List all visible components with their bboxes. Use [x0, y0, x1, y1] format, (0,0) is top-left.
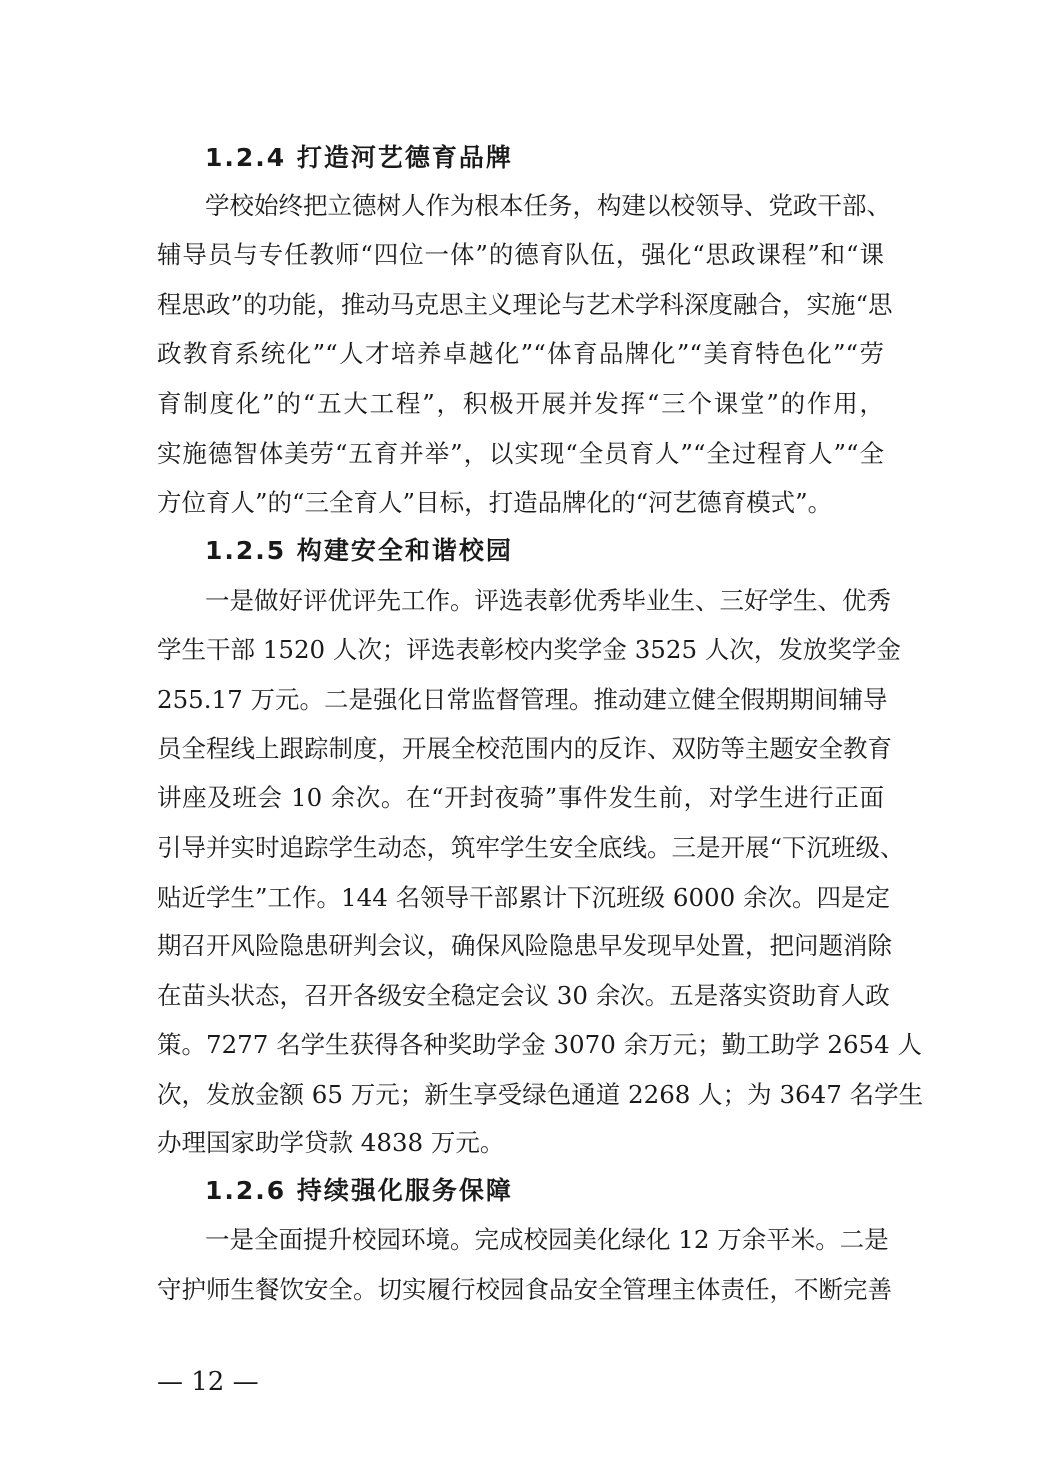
paragraph-line: 学生干部 1520 人次；评选表彰校内奖学金 3525 人次，发放奖学金 [157, 635, 901, 664]
section-heading-1-2-6: 1.2.6 持续强化服务保障 [205, 1176, 513, 1205]
paragraph-line: 育制度化”的“五大工程”，积极开展并发挥“三个课堂”的作用， [157, 389, 884, 418]
paragraph-line: 期召开风险隐患研判会议，确保风险隐患早发现早处置，把问题消除 [157, 931, 892, 960]
section-heading-1-2-4: 1.2.4 打造河艺德育品牌 [205, 143, 513, 172]
paragraph-line: 一是全面提升校园环境。完成校园美化绿化 12 万余平米。二是 [205, 1225, 889, 1254]
paragraph-line: 办理国家助学贷款 4838 万元。 [157, 1128, 505, 1157]
page-number: — 12 — [157, 1367, 259, 1397]
paragraph-line: 程思政”的功能，推动马克思主义理论与艺术学科深度融合，实施“思 [157, 290, 893, 319]
paragraph-line: 员全程线上跟踪制度，开展全校范围内的反诈、双防等主题安全教育 [157, 734, 892, 763]
paragraph-line: 守护师生餐饮安全。切实履行校园食品安全管理主体责任，不断完善 [157, 1275, 892, 1304]
paragraph-line: 策。7277 名学生获得各种奖助学金 3070 余万元；勤工助学 2654 人 [157, 1030, 922, 1059]
paragraph-line: 引导并实时追踪学生动态，筑牢学生安全底线。三是开展“下沉班级、 [157, 833, 905, 862]
paragraph-line: 贴近学生”工作。144 名领导干部累计下沉班级 6000 余次。四是定 [157, 883, 890, 912]
paragraph-line: 次，发放金额 65 万元；新生享受绿色通道 2268 人；为 3647 名学生 [157, 1080, 924, 1109]
paragraph-line: 政教育系统化”“人才培养卓越化”“体育品牌化”“美育特色化”“劳 [157, 339, 884, 368]
paragraph-line: 实施德智体美劳“五育并举”，以实现“全员育人”“全过程育人”“全 [157, 439, 884, 468]
paragraph-line: 255.17 万元。二是强化日常监督管理。推动建立健全假期期间辅导 [157, 685, 888, 714]
paragraph-line: 讲座及班会 10 余次。在“开封夜骑”事件发生前，对学生进行正面 [157, 783, 884, 812]
paragraph-line: 一是做好评优评先工作。评选表彰优秀毕业生、三好学生、优秀 [205, 586, 891, 615]
paragraph-line: 辅导员与专任教师“四位一体”的德育队伍，强化“思政课程”和“课 [157, 240, 884, 269]
paragraph-line: 在苗头状态，召开各级安全稳定会议 30 余次。五是落实资助育人政 [157, 981, 890, 1010]
section-heading-1-2-5: 1.2.5 构建安全和谐校园 [205, 536, 513, 565]
paragraph-line: 学校始终把立德树人作为根本任务，构建以校领导、党政干部、 [205, 191, 891, 220]
paragraph-line: 方位育人”的“三全育人”目标，打造品牌化的“河艺德育模式”。 [157, 488, 833, 517]
